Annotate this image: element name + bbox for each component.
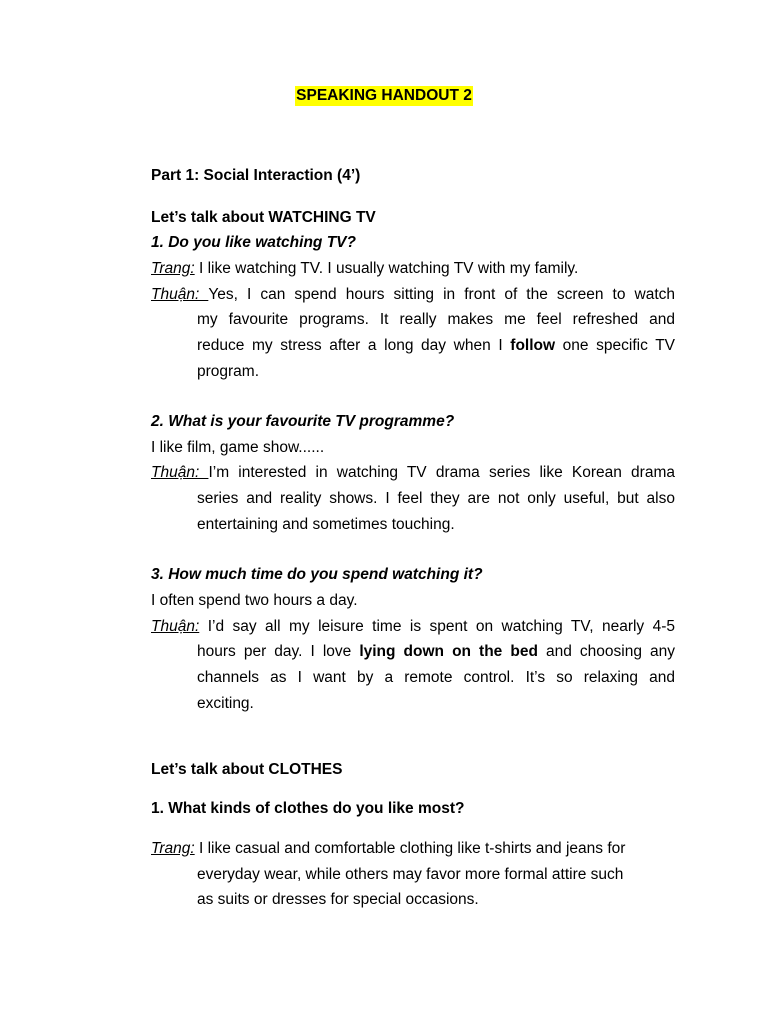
highlight-word: follow [510,337,556,354]
tv-q1-trang-answer [151,259,578,279]
highlight-phrase: lying down on the bed [359,643,538,660]
tv-q1-thuan-answer-line1 [151,285,675,305]
tv-q1-thuan-answer-line4: program. [197,363,260,380]
answer-text: I like casual and comfortable clothing like t-shirts and jeans for [194,840,626,857]
speaker-thuan-label: Thuận: [151,618,200,635]
answer-text: I’m interested in watching TV drama series like Korean drama [208,464,675,481]
speaker-thuan-label: Thuận: [151,464,209,481]
answer-text: one specific TV [555,337,675,354]
tv-q3-question: 3. How much time do you spend watching it? [151,566,483,583]
speaker-trang-label: Trang: [151,840,195,857]
clothes-section-heading: Let’s talk about CLOTHES [151,761,343,778]
tv-q2-answer: I like film, game show...... [151,439,325,456]
part1-heading: Part 1: Social Interaction (4’) [151,167,361,184]
tv-q1-question: 1. Do you like watching TV? [151,234,356,251]
tv-q3-thuan-answer-line3: channels as I want by a remote control. It’s so relaxing and [197,669,675,686]
title-container [0,86,768,106]
trang-answer-text: I like watching TV. I usually watching TV with my family. [194,260,579,277]
tv-q3-thuan-answer-line4: exciting. [197,695,254,712]
answer-text: hours per day. I love [197,643,360,660]
tv-q2-thuan-answer-line2: series and reality shows. I feel they are not only useful, but also [197,490,675,507]
tv-q1-thuan-answer-line2: my favourite programs. It really makes me feel refreshed and [197,311,675,328]
tv-section-heading: Let’s talk about WATCHING TV [151,209,376,226]
answer-text: Yes, I can spend hours sitting in front of the screen to watch [208,286,675,303]
tv-q3-thuan-answer-line2 [197,642,675,662]
clothes-q1-trang-answer-line2: everyday wear, while others may favor more formal attire such [197,866,624,883]
tv-q2-thuan-answer-line3: entertaining and sometimes touching. [197,516,455,533]
answer-text: reduce my stress after a long day when I [197,337,511,354]
tv-q2-question: 2. What is your favourite TV programme? [151,413,455,430]
speaker-thuan-label: Thuận: [151,286,209,303]
tv-q3-thuan-answer-line1 [151,617,675,637]
clothes-q1-question: 1. What kinds of clothes do you like most? [151,800,465,817]
tv-q2-thuan-answer-line1 [151,463,675,483]
tv-q3-answer: I often spend two hours a day. [151,592,358,609]
speaker-trang-label: Trang: [151,260,195,277]
clothes-q1-trang-answer-line3: as suits or dresses for special occasions. [197,891,479,908]
answer-text: and choosing any [537,643,675,660]
handout-title: SPEAKING HANDOUT 2 [296,87,472,104]
answer-text: I’d say all my leisure time is spent on watching TV, nearly 4-5 [199,618,675,635]
tv-q1-thuan-answer-line3 [197,336,675,356]
clothes-q1-trang-answer-line1 [151,839,625,859]
